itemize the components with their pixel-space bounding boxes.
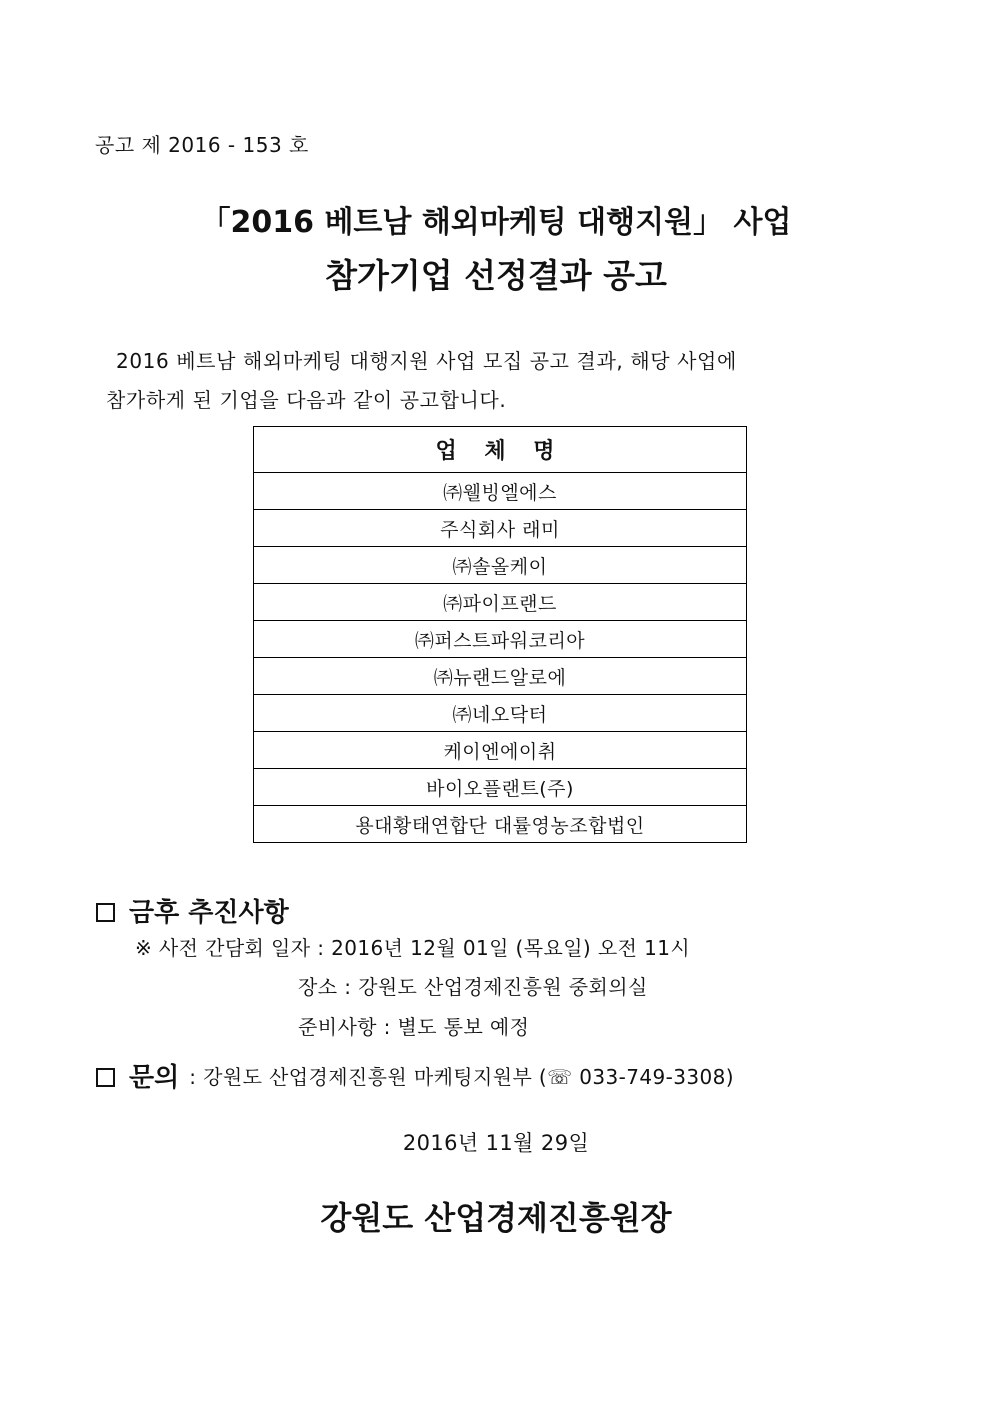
table-row xyxy=(254,621,747,658)
table-row xyxy=(254,584,747,621)
issuer-signature: 강원도 산업경제진흥원장 xyxy=(320,1199,672,1237)
company-name-cell: ㈜퍼스트파워코리아 xyxy=(254,621,747,658)
company-name-cell: ㈜네오닥터 xyxy=(254,695,747,732)
table-row xyxy=(254,658,747,695)
table-row xyxy=(254,473,747,510)
meeting-preparation-line: 준비사항 : 별도 통보 예정 xyxy=(298,1015,530,1039)
title-line-1: 「2016 베트남 해외마케팅 대행지원」 사업 xyxy=(200,205,792,240)
contact-text: : 강원도 산업경제진흥원 마케팅지원부 (☏ 033-749-3308) xyxy=(189,1065,734,1089)
company-name-cell: 주식회사 래미 xyxy=(254,510,747,547)
followup-heading-label: 금후 추진사항 xyxy=(129,898,289,928)
checkbox-square-icon xyxy=(96,903,115,922)
meeting-date-line: ※ 사전 간담회 일자 : 2016년 12월 01일 (목요일) 오전 11시 xyxy=(135,936,691,960)
company-name-cell: ㈜솔올케이 xyxy=(254,547,747,584)
title-line-2: 참가기업 선정결과 공고 xyxy=(325,256,667,295)
company-name-header: 업 체 명 xyxy=(254,427,747,473)
checkbox-square-icon xyxy=(96,1068,115,1087)
table-row xyxy=(254,806,747,843)
company-name-cell: 케이엔에이취 xyxy=(254,732,747,769)
company-name-cell: 용대황태연합단 대률영농조합법인 xyxy=(254,806,747,843)
company-name-cell: ㈜파이프랜드 xyxy=(254,584,747,621)
contact-heading-label: 문의 xyxy=(129,1063,180,1093)
table-row xyxy=(254,769,747,806)
table-row xyxy=(254,510,747,547)
company-name-cell: ㈜웰빙엘에스 xyxy=(254,473,747,510)
company-table xyxy=(253,426,747,843)
intro-line-2: 참가하게 된 기업을 다음과 같이 공고합니다. xyxy=(106,388,507,412)
table-row xyxy=(254,547,747,584)
table-header-row xyxy=(254,427,747,473)
notice-date: 2016년 11월 29일 xyxy=(402,1131,590,1155)
notice-number: 공고 제 2016 - 153 호 xyxy=(95,133,309,157)
company-name-cell: ㈜뉴랜드알로에 xyxy=(254,658,747,695)
meeting-venue-line: 장소 : 강원도 산업경제진흥원 중회의실 xyxy=(298,975,648,999)
followup-section-heading xyxy=(96,892,289,929)
company-name-cell: 바이오플랜트(주) xyxy=(254,769,747,806)
table-row xyxy=(254,695,747,732)
intro-line-1: 2016 베트남 해외마케팅 대행지원 사업 모집 공고 결과, 해당 사업에 xyxy=(116,349,737,373)
table-row xyxy=(254,732,747,769)
contact-section xyxy=(96,1057,734,1094)
